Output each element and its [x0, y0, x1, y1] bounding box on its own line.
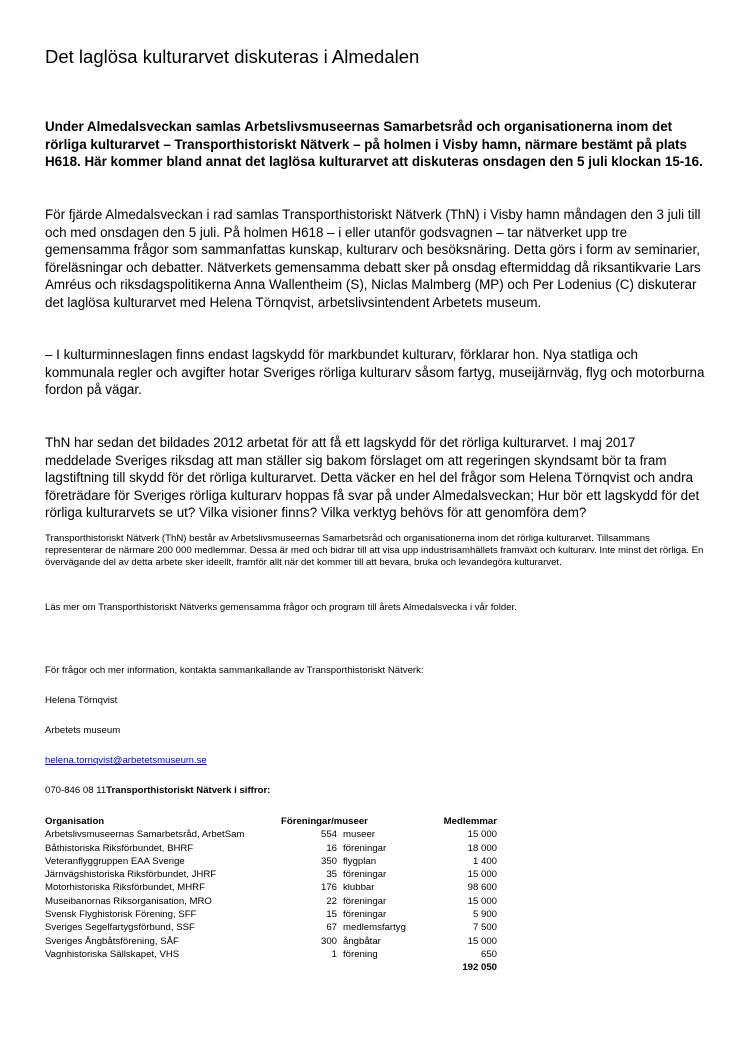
- row-organisation: Sveriges Segelfartygsförbund, SSF: [45, 922, 195, 934]
- row-organisation: Båthistoriska Riksförbundet, BHRF: [45, 842, 194, 854]
- row-count: 67: [326, 922, 337, 934]
- row-unit: förening: [343, 948, 378, 960]
- row-members: 15 000: [467, 895, 497, 907]
- contact-phone-row: [45, 785, 270, 797]
- row-unit: föreningar: [343, 842, 387, 854]
- stats-table: [45, 816, 505, 976]
- lead-paragraph: Under Almedalsveckan samlas Arbetslivsmuseernas Samarbetsråd och organisationerna inom det rörliga kulturarvet – Transporthistoriskt Nätverk – på holmen i Visby hamn, närmare bestämt på plats H618. Här kommer bland annat det laglösa kulturarvet att diskuteras onsdagen den 5 juli klockan 15-16.: [45, 119, 703, 169]
- column-header-members: Medlemmar: [443, 816, 497, 827]
- contact-phone: 070-846 08 11: [45, 785, 107, 796]
- table-row: [45, 882, 505, 895]
- table-row: [45, 909, 505, 922]
- table-total-row: [45, 962, 505, 975]
- row-members: 5 900: [472, 909, 497, 921]
- table-row: [45, 829, 505, 842]
- body-paragraph: – I kulturminneslagen finns endast lagskydd för markbundet kulturarv, förklarar hon. Nya statliga och kommunala regler och avgifter hotar Sveriges rörliga kulturarv såsom fartyg, museijärnväg, flyg och motorburna fordon på vägar.: [45, 347, 705, 397]
- row-count: 300: [320, 935, 337, 947]
- table-row: [45, 922, 505, 935]
- row-unit: föreningar: [343, 909, 387, 921]
- row-organisation: Järnvägshistoriska Riksförbundet, JHRF: [45, 869, 217, 881]
- row-count: 35: [326, 869, 337, 881]
- row-count: 1: [331, 948, 337, 960]
- page-title: Det laglösa kulturarvet diskuteras i Almedalen: [45, 46, 420, 67]
- table-row: [45, 856, 505, 869]
- table-row: [45, 949, 505, 962]
- about-paragraph: Transporthistoriskt Nätverk (ThN) består av Arbetslivsmuseernas Samarbetsråd och organisationerna inom det rörliga kulturarvet. Tillsammans representerar de närmare 200 000 medlemmar. Dessa är med och bidrar till att visa upp industrisamhällets framväxt och kulturarv. Inte minst det rörliga. En övervägande del av detta arbete sker ideellt, framför allt när det kommer till att bevara, bruka och levandegöra kulturarvet.: [45, 533, 704, 568]
- members-total: 192 050: [462, 962, 497, 974]
- row-count: 350: [320, 855, 337, 867]
- table-row: [45, 843, 505, 856]
- table-header-row: [45, 816, 505, 829]
- row-unit: museer: [343, 829, 375, 841]
- row-count: 15: [326, 909, 337, 921]
- row-organisation: Arbetslivsmuseernas Samarbetsråd, ArbetSam: [45, 829, 245, 841]
- row-members: 15 000: [467, 829, 497, 841]
- column-header-count: Föreningar/museer: [281, 816, 368, 827]
- table-row: [45, 936, 505, 949]
- row-count: 22: [326, 895, 337, 907]
- row-organisation: Svensk Flyghistorisk Förening, SFF: [45, 909, 197, 921]
- row-count: 554: [320, 829, 337, 841]
- contact-name: Helena Törnqvist: [45, 695, 118, 706]
- row-members: 98 600: [467, 882, 497, 894]
- row-unit: medlemsfartyg: [343, 922, 406, 934]
- contact-email-link[interactable]: helena.tornqvist@arbetetsmuseum.se: [45, 755, 207, 766]
- row-count: 16: [326, 842, 337, 854]
- row-unit: ångbåtar: [343, 935, 381, 947]
- row-members: 1 400: [472, 855, 497, 867]
- row-unit: klubbar: [343, 882, 375, 894]
- stats-heading: Transporthistoriskt Nätverk i siffror:: [106, 785, 271, 796]
- row-organisation: Museibanornas Riksorganisation, MRO: [45, 895, 212, 907]
- row-organisation: Vagnhistoriska Sällskapet, VHS: [45, 948, 180, 960]
- row-count: 176: [320, 882, 337, 894]
- row-unit: föreningar: [343, 895, 387, 907]
- contact-intro: För frågor och mer information, kontakta sammankallande av Transporthistoriskt Nätverk:: [45, 665, 424, 676]
- row-organisation: Motorhistoriska Riksförbundet, MHRF: [45, 882, 205, 894]
- row-members: 7 500: [472, 922, 497, 934]
- row-members: 650: [480, 948, 497, 960]
- contact-org: Arbetets museum: [45, 725, 121, 736]
- table-body: [45, 829, 505, 962]
- table-row: [45, 869, 505, 882]
- row-members: 15 000: [467, 935, 497, 947]
- row-unit: föreningar: [343, 869, 387, 881]
- table-row: [45, 896, 505, 909]
- row-members: 15 000: [467, 869, 497, 881]
- contact-email-row: [45, 755, 207, 767]
- row-members: 18 000: [467, 842, 497, 854]
- read-more-text: Läs mer om Transporthistoriskt Nätverks gemensamma frågor och program till årets Almedalsvecka i vår folder.: [45, 602, 517, 613]
- body-paragraph: För fjärde Almedalsveckan i rad samlas Transporthistoriskt Nätverk (ThN) i Visby hamn måndagen den 3 juli till och med onsdagen den 5 juli. På holmen H618 – i eller utanför godsvagnen – tar nätverket upp tre gemensamma frågor som sammanfattas kunskap, kulturarv och besöksnäring. Detta görs i form av seminarier, föreläsningar och debatter. Nätverkets gemensamma debatt sker på onsdag eftermiddag då riksantikvarie Lars Amréus och riksdagspolitikerna Anna Wallentheim (S), Niclas Malmberg (MP) och Per Lodenius (C) diskuterar det laglösa kulturarvet med Helena Törnqvist, arbetslivsintendent Arbetets museum.: [45, 207, 701, 310]
- column-header-organisation: Organisation: [45, 816, 105, 827]
- body-paragraph: ThN har sedan det bildades 2012 arbetat för att få ett lagskydd för det rörliga kulturarvet. I maj 2017 meddelade Sveriges riksdag att man ställer sig bakom förslaget om att regeringen skyndsamt bör ta fram lagstiftning till skydd för det rörliga kulturarvet. Detta väcker en hel del frågor som Helena Törnqvist och andra företrädare för Sveriges rörliga kulturarv hoppas få svar på under Almedalsveckan; Hur bör ett lagskydd för det rörliga kulturarvets se ut? Vilka visioner finns? Vilka verktyg behövs för att genomföra dem?: [45, 435, 700, 520]
- row-organisation: Veteranflyggruppen EAA Sverige: [45, 855, 185, 867]
- row-unit: flygplan: [343, 855, 377, 867]
- row-organisation: Sveriges Ångbåtsförening, SÅF: [45, 935, 179, 947]
